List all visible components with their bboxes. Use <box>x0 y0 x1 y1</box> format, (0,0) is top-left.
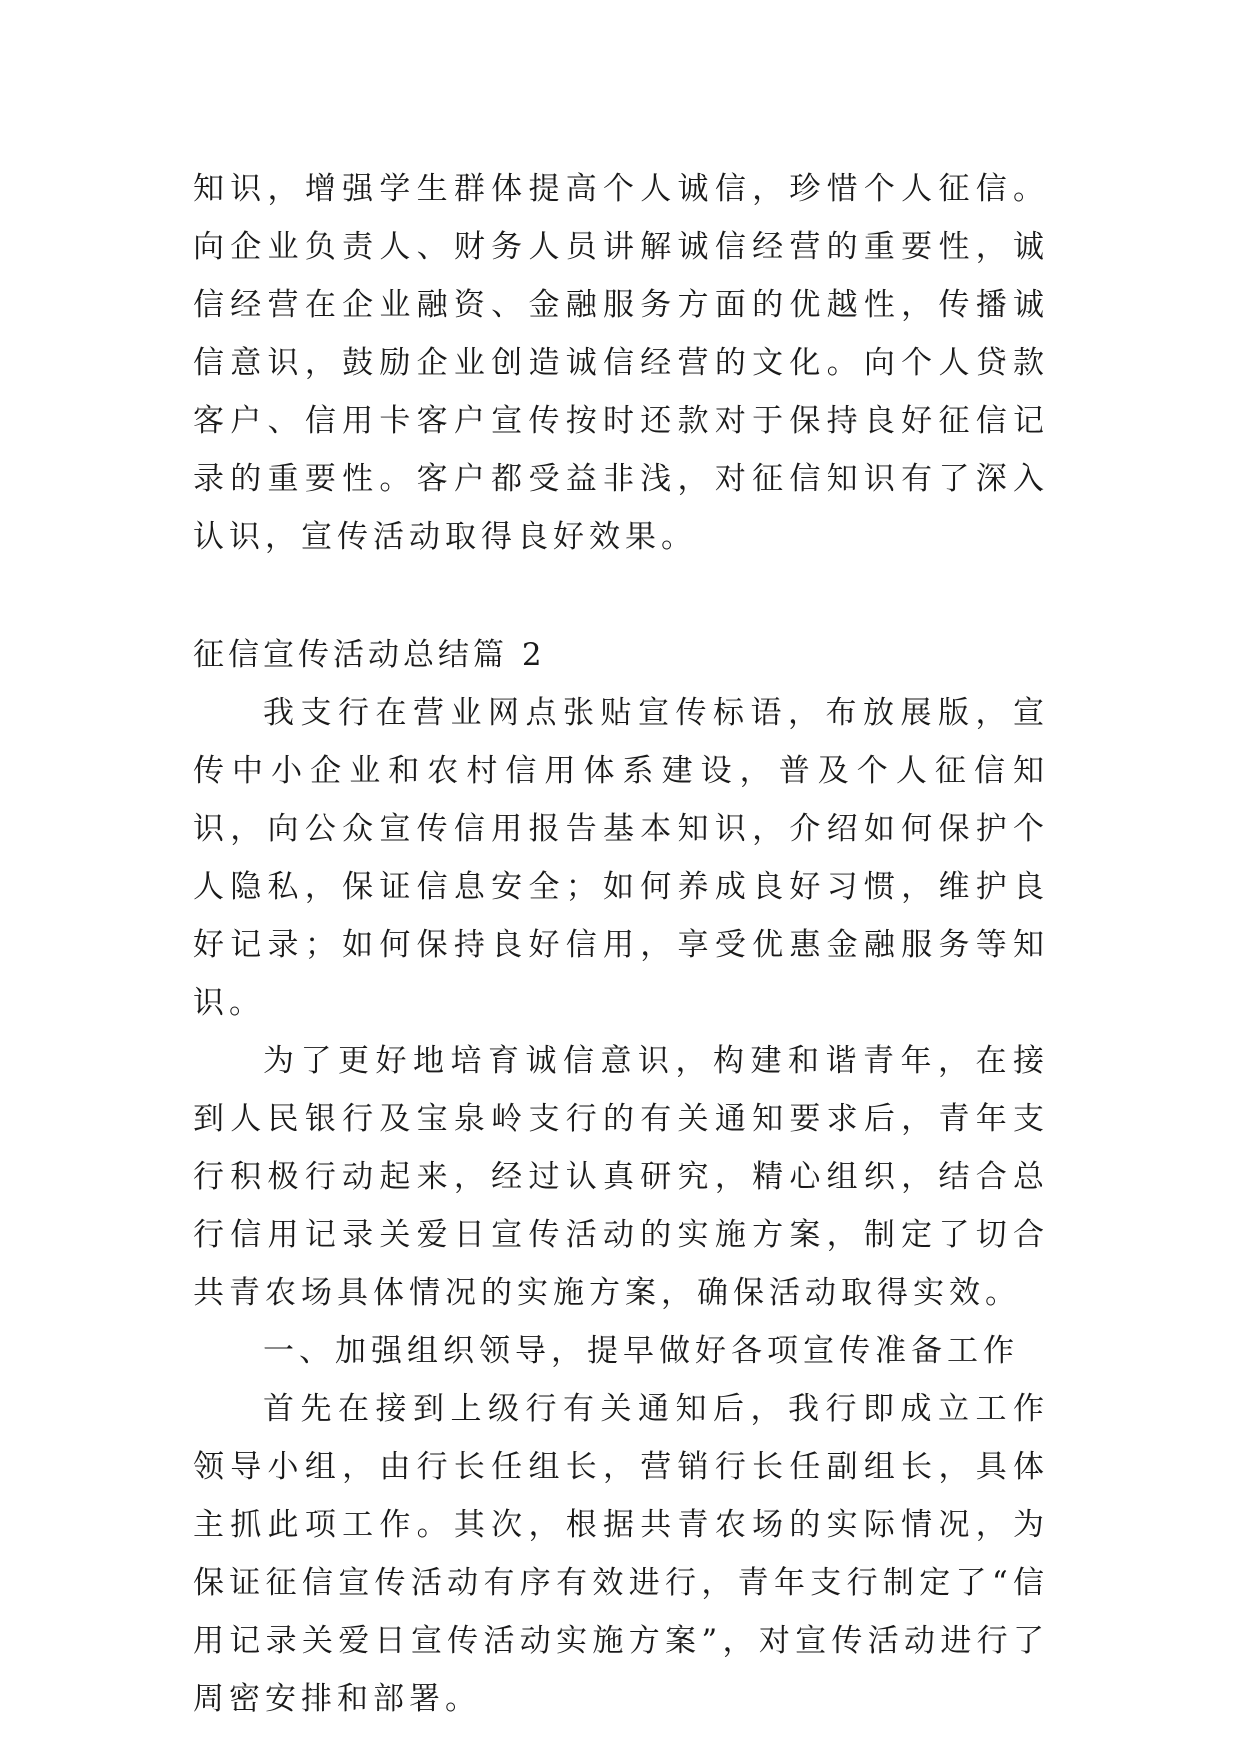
paragraph-implementation: 为了更好地培育诚信意识，构建和谐青年，在接到人民银行及宝泉岭支行的有关通知要求后，青年支行积极行动起来，经过认真研究，精心组织，结合总行信用记录关爱日宣传活动的实施方案，制定了切合共青农场具体情况的实施方案，确保活动取得实效。 <box>193 1043 1049 1311</box>
paragraph-spacer <box>193 566 1049 626</box>
paragraph-leadership: 首先在接到上级行有关通知后，我行即成立工作领导小组，由行长任组长，营销行长任副组长，具体主抓此项工作。其次，根据共青农场的实际情况，为保证征信宣传活动有序有效进行，青年支行制定了“信用记录关爱日宣传活动实施方案”，对宣传活动进行了周密安排和部署。 <box>193 1391 1049 1717</box>
section-heading: 征信宣传活动总结篇 2 <box>193 637 546 673</box>
paragraph-continuation: 知识，增强学生群体提高个人诚信，珍惜个人征信。向企业负责人、财务人员讲解诚信经营的重要性，诚信经营在企业融资、金融服务方面的优越性，传播诚信意识，鼓励企业创造诚信经营的文化。向个人贷款客户、信用卡客户宣传按时还款对于保持良好征信记录的重要性。客户都受益非浅，对征信知识有了深入认识，宣传活动取得良好效果。 <box>193 171 1049 555</box>
document-body <box>193 160 1049 1728</box>
subheading-organization: 一、加强组织领导，提早做好各项宣传准备工作 <box>263 1333 1019 1369</box>
paragraph-promotion: 我支行在营业网点张贴宣传标语，布放展版，宣传中小企业和农村信用体系建设，普及个人征信知识，向公众宣传信用报告基本知识，介绍如何保护个人隐私，保证信息安全；如何养成良好习惯，维护良好记录；如何保持良好信用，享受优惠金融服务等知识。 <box>193 695 1049 1021</box>
